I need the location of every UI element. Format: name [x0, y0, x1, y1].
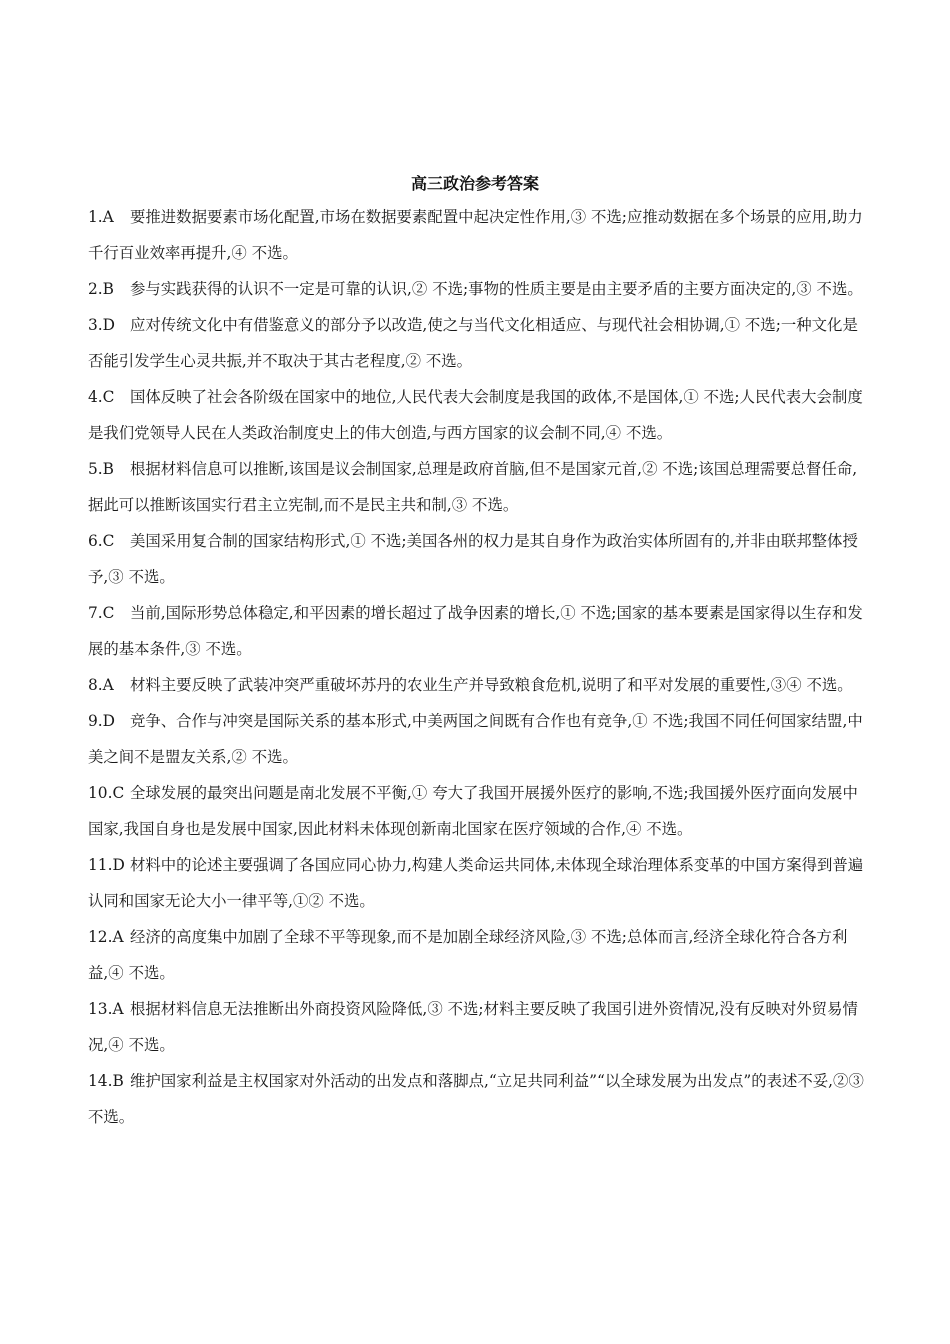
answer-explanation: 当前,国际形势总体稳定,和平因素的增长超过了战争因素的增长,① 不选;国家的基本要素是国家得以生存和发展的基本条件,③ 不选。	[88, 604, 863, 658]
answer-number: 14.B	[88, 1072, 124, 1090]
answer-number: 7.C	[88, 604, 115, 622]
answer-item	[88, 451, 868, 523]
answer-number: 1.A	[88, 208, 114, 226]
answer-explanation: 材料主要反映了武装冲突严重破坏苏丹的农业生产并导致粮食危机,说明了和平对发展的重要性,③④ 不选。	[130, 676, 853, 694]
answer-item	[88, 1063, 868, 1135]
answer-explanation: 美国采用复合制的国家结构形式,① 不选;美国各州的权力是其自身作为政治实体所固有的,并非由联邦整体授予,③ 不选。	[88, 532, 858, 586]
answer-explanation: 竞争、合作与冲突是国际关系的基本形式,中美两国之间既有合作也有竞争,① 不选;我国不同任何国家结盟,中美之间不是盟友关系,② 不选。	[88, 712, 863, 766]
answer-explanation: 经济的高度集中加剧了全球不平等现象,而不是加剧全球经济风险,③ 不选;总体而言,经济全球化符合各方利益,④ 不选。	[88, 928, 848, 982]
answer-explanation: 维护国家利益是主权国家对外活动的出发点和落脚点,“立足共同利益”“以全球发展为出发点”的表述不妥,②③ 不选。	[88, 1072, 864, 1126]
answer-item	[88, 271, 868, 307]
answer-list	[88, 199, 868, 1135]
answer-number: 8.A	[88, 676, 114, 694]
answer-number: 9.D	[88, 712, 116, 730]
answer-item	[88, 775, 868, 847]
answer-number: 13.A	[88, 1000, 124, 1018]
answer-number: 3.D	[88, 316, 116, 334]
answer-item	[88, 379, 868, 451]
answer-number: 12.A	[88, 928, 124, 946]
answer-item	[88, 595, 868, 667]
answer-item	[88, 703, 868, 775]
answer-number: 2.B	[88, 280, 114, 298]
answer-number: 10.C	[88, 784, 125, 802]
answer-explanation: 材料中的论述主要强调了各国应同心协力,构建人类命运共同体,未体现全球治理体系变革的中国方案得到普遍认同和国家无论大小一律平等,①② 不选。	[88, 856, 864, 910]
answer-explanation: 国体反映了社会各阶级在国家中的地位,人民代表大会制度是我国的政体,不是国体,① 不选;人民代表大会制度是我们党领导人民在人类政治制度史上的伟大创造,与西方国家的议会制不同,④ 不选。	[88, 388, 863, 442]
answer-item	[88, 523, 868, 595]
page-title: 高三政治参考答案	[410, 174, 539, 193]
answer-item	[88, 919, 868, 991]
answer-explanation: 根据材料信息可以推断,该国是议会制国家,总理是政府首脑,但不是国家元首,② 不选;该国总理需要总督任命,据此可以推断该国实行君主立宪制,而不是民主共和制,③ 不选。	[88, 460, 858, 514]
answer-item	[88, 199, 868, 271]
answer-number: 4.C	[88, 388, 115, 406]
answer-explanation: 参与实践获得的认识不一定是可靠的认识,② 不选;事物的性质主要是由主要矛盾的主要方面决定的,③ 不选。	[130, 280, 863, 298]
answer-item	[88, 847, 868, 919]
answer-item	[88, 667, 868, 703]
answer-explanation: 要推进数据要素市场化配置,市场在数据要素配置中起决定性作用,③ 不选;应推动数据在多个场景的应用,助力千行百业效率再提升,④ 不选。	[88, 208, 863, 262]
answer-explanation: 应对传统文化中有借鉴意义的部分予以改造,使之与当代文化相适应、与现代社会相协调,① 不选;一种文化是否能引发学生心灵共振,并不取决于其古老程度,② 不选。	[88, 316, 858, 370]
answer-item	[88, 307, 868, 379]
answer-number: 5.B	[88, 460, 114, 478]
answer-explanation: 全球发展的最突出问题是南北发展不平衡,① 夸大了我国开展援外医疗的影响,不选;我国援外医疗面向发展中国家,我国自身也是发展中国家,因此材料未体现创新南北国家在医疗领域的合作,④ 不选。	[88, 784, 858, 838]
answer-item	[88, 991, 868, 1063]
answer-explanation: 根据材料信息无法推断出外商投资风险降低,③ 不选;材料主要反映了我国引进外资情况,没有反映对外贸易情况,④ 不选。	[88, 1000, 858, 1054]
answer-number: 11.D	[88, 856, 125, 874]
answer-number: 6.C	[88, 532, 115, 550]
